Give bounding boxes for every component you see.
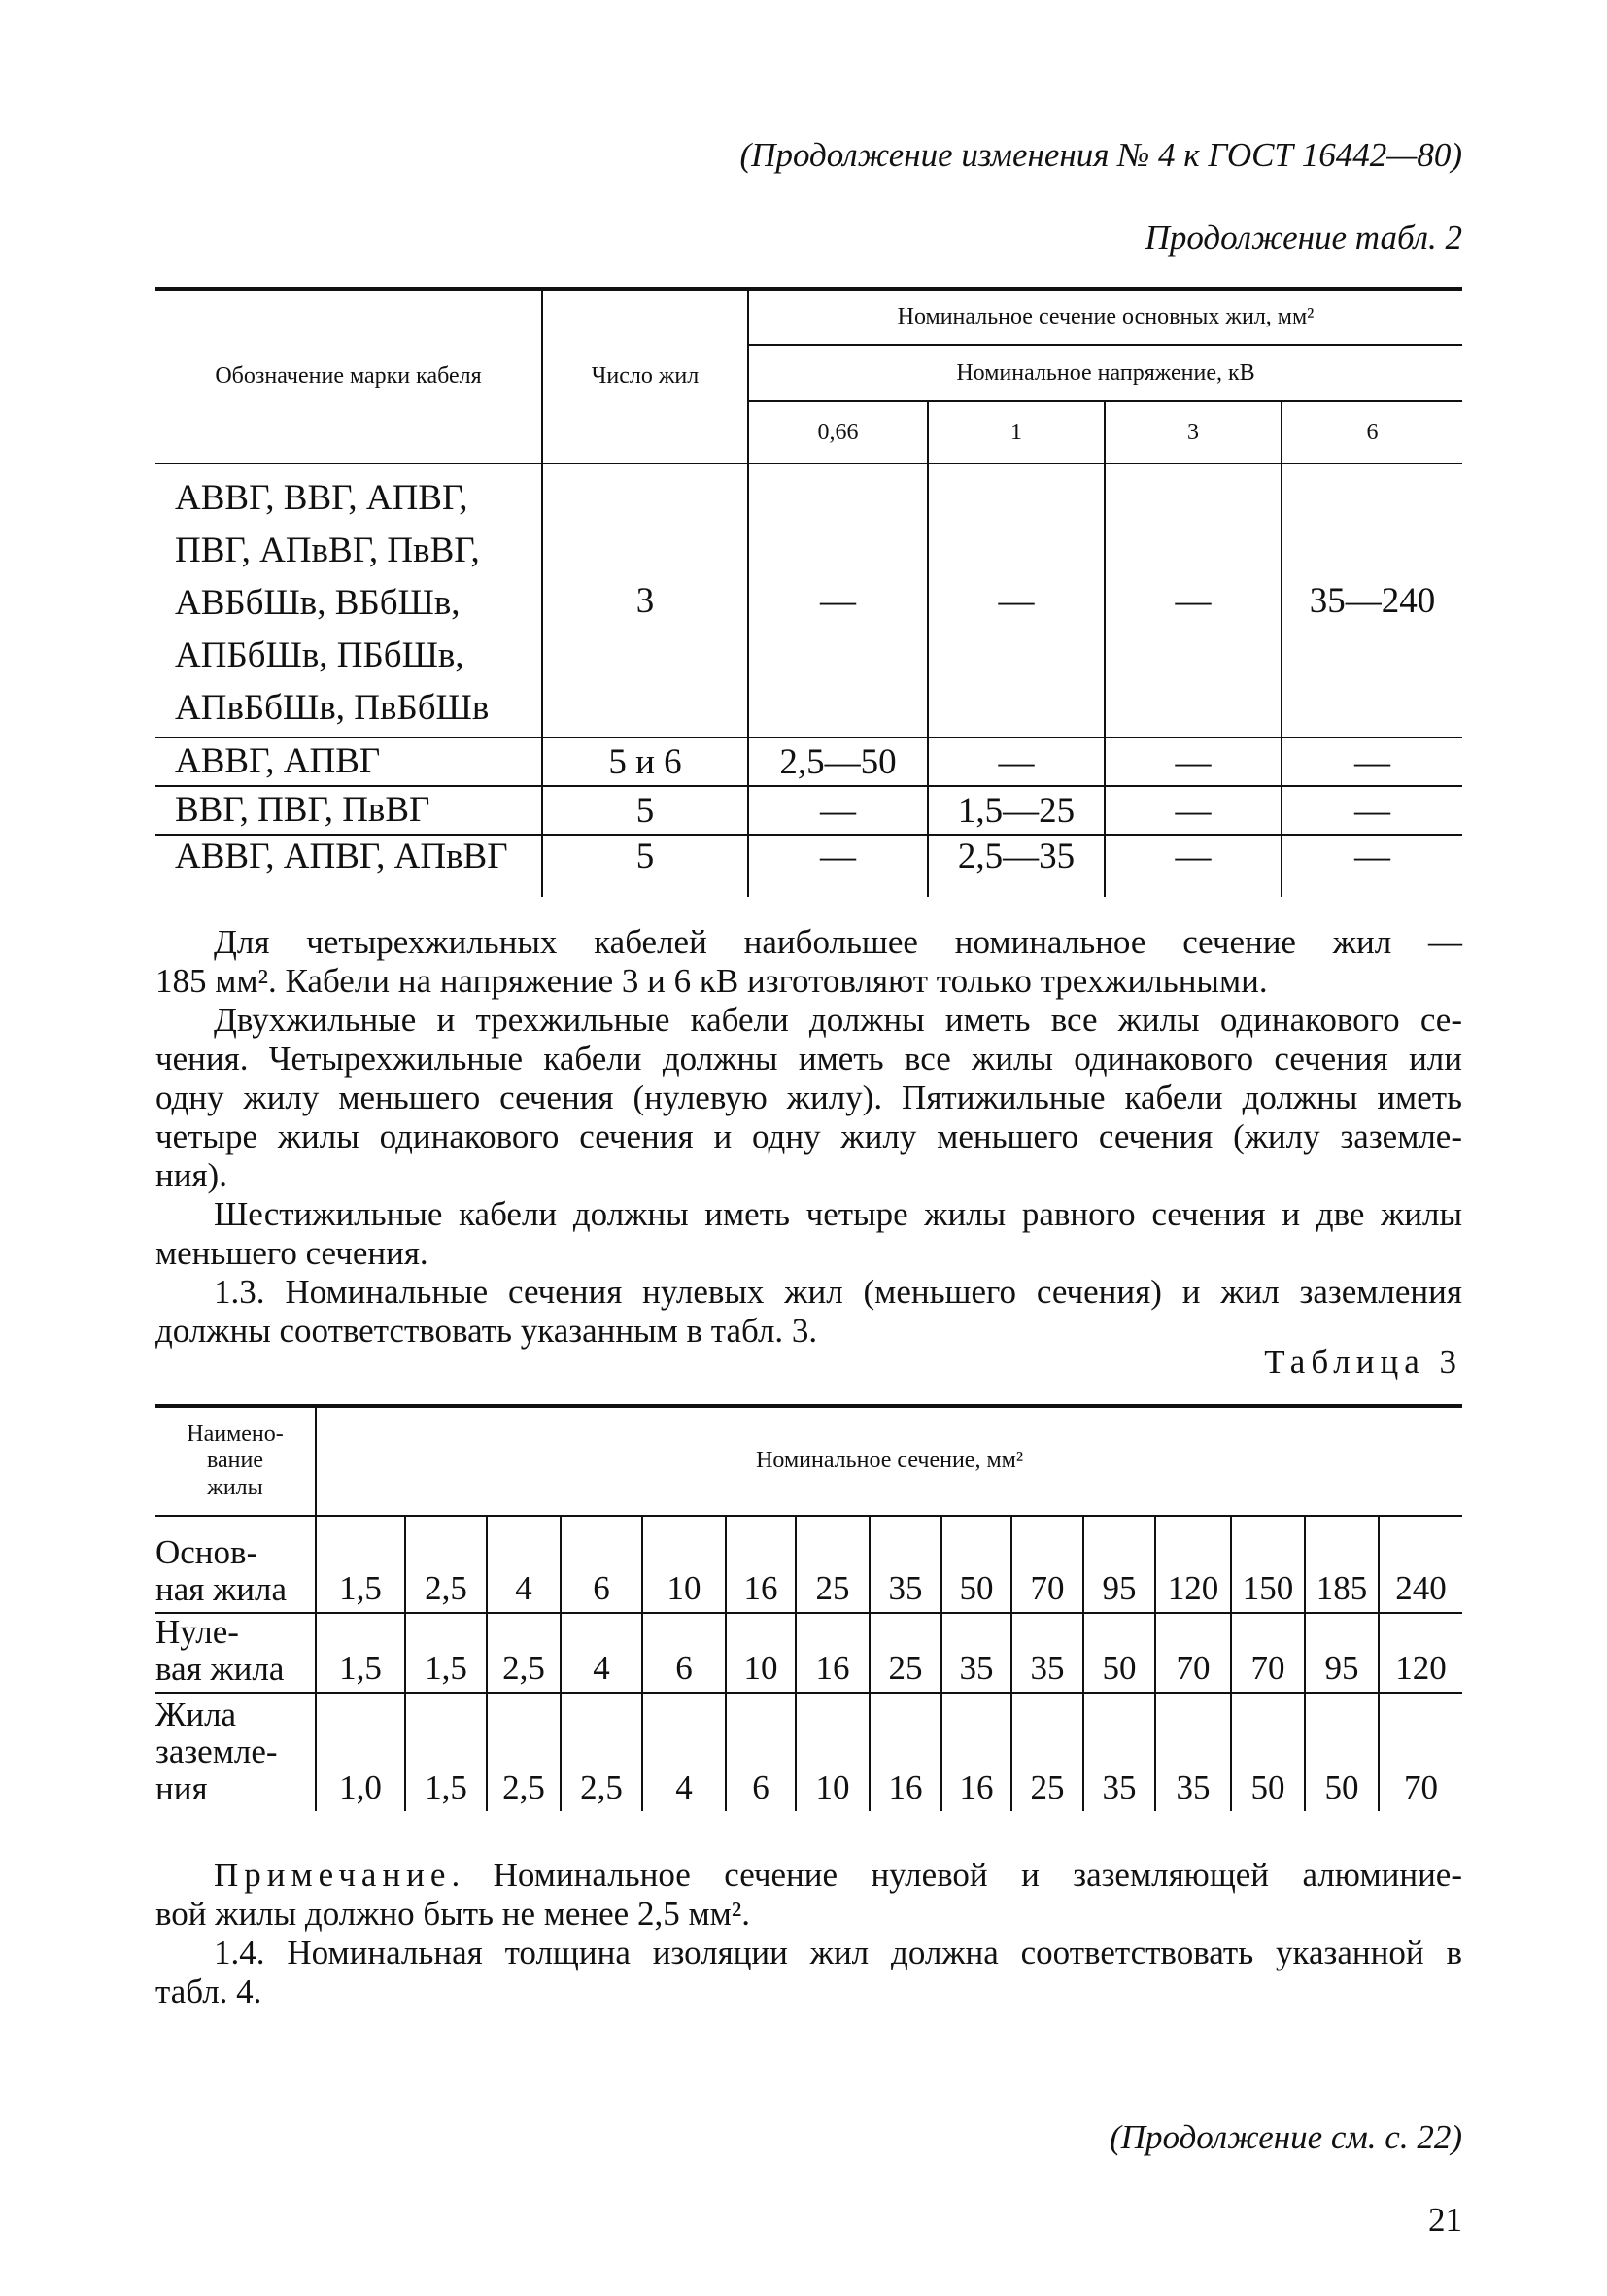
table-row [155, 463, 1462, 737]
value-cell: 35 [870, 1516, 941, 1613]
value-cell: 50 [1305, 1693, 1379, 1811]
value-cell: — [1105, 737, 1282, 786]
value-cell: 95 [1305, 1613, 1379, 1693]
cable-mark: ВВГ, ПВГ, ПвВГ [155, 786, 542, 835]
cable-mark: АВВГ, АПВГ, АПвВГ [175, 837, 508, 876]
col-header-cores: Число жил [542, 289, 748, 463]
table-row [155, 737, 1462, 786]
cores-cell: 5 [542, 786, 748, 835]
value-cell: 35 [1155, 1693, 1231, 1811]
value-cell: — [928, 463, 1105, 737]
value-cell: 1,5 [405, 1613, 487, 1693]
value-cell: 1,5—25 [928, 786, 1105, 835]
continuation-note: (Продолжение см. с. 22) [1110, 2118, 1462, 2156]
value-cell: 50 [1083, 1613, 1155, 1693]
value-cell: — [1282, 835, 1462, 897]
voltage-label: 0,66 [748, 401, 928, 463]
value-cell: 95 [1083, 1516, 1155, 1613]
value-cell: 1,0 [316, 1693, 405, 1811]
value-cell: 2,5—50 [748, 737, 928, 786]
value-cell: — [1105, 835, 1282, 897]
value-cell: 1,5 [405, 1693, 487, 1811]
value-cell: 1,5 [316, 1613, 405, 1693]
value-cell: 35 [1011, 1613, 1083, 1693]
value-cell: 70 [1231, 1613, 1305, 1693]
value-cell: 16 [870, 1693, 941, 1811]
table3-caption: Таблица 3 [1264, 1343, 1462, 1381]
value-cell: 150 [1231, 1516, 1305, 1613]
row-name: Жила заземле- ния [155, 1696, 278, 1807]
table-row [155, 786, 1462, 835]
value-cell: 50 [941, 1516, 1011, 1613]
value-cell: 1,5 [316, 1516, 405, 1613]
value-cell: — [748, 786, 928, 835]
value-cell: 4 [487, 1516, 561, 1613]
table-row [155, 1693, 1462, 1811]
page-header: (Продолжение изменения № 4 к ГОСТ 16442—80) [739, 136, 1462, 174]
cable-mark: АВВГ, ВВГ, АПВГ, ПВГ, АПвВГ, ПвВГ, АВБбШв, ВБбШв, АПБбШв, ПБбШв, АПвБбШв, ПвБбШв [155, 463, 542, 737]
paragraph: Двухжильные и трехжильные кабели должны иметь все жилы одинакового се- чения. Четырехжильные кабели должны иметь все жилы одинакового сечения или одну жилу меньшего сечения (нулевую жилу). Пятижильные кабели должны иметь четыре жилы одинакового сечения и одну жилу меньшего сечения (жилу заземле- ния). [155, 1001, 1462, 1194]
value-cell: 2,5 [487, 1613, 561, 1693]
value-cell: 10 [726, 1613, 796, 1693]
page-number: 21 [1428, 2201, 1462, 2239]
value-cell: 240 [1379, 1516, 1462, 1613]
value-cell: 6 [726, 1693, 796, 1811]
paragraph: Шестижильные кабели должны иметь четыре жилы равного сечения и две жилы меньшего сечения. [155, 1195, 1462, 1272]
voltage-label: 3 [1105, 401, 1282, 463]
cores-cell: 3 [542, 463, 748, 737]
value-cell: — [928, 737, 1105, 786]
paragraph: Для четырехжильных кабелей наибольшее номинальное сечение жил — 185 мм². Кабели на напряжение 3 и 6 кВ изготовляют только трехжильными. [155, 923, 1462, 1000]
row-name: Основ- ная жила [155, 1516, 316, 1613]
voltage-label: 6 [1282, 401, 1462, 463]
value-cell: 35—240 [1282, 463, 1462, 737]
value-cell: 6 [561, 1516, 642, 1613]
value-cell: 25 [796, 1516, 870, 1613]
value-cell: 70 [1011, 1516, 1083, 1613]
value-cell: 70 [1379, 1693, 1462, 1811]
value-cell: 2,5 [405, 1516, 487, 1613]
cores-cell: 5 [542, 835, 748, 897]
value-cell: — [748, 463, 928, 737]
col-header-name: Наимено- вание жилы [155, 1406, 316, 1516]
value-cell: — [1105, 463, 1282, 737]
note: Примечание. Номинальное сечение нулевой и заземляющей алюминие- вой жилы должно быть не менее 2,5 мм². [155, 1856, 1462, 1933]
value-cell: 120 [1155, 1516, 1231, 1613]
value-cell: 10 [796, 1693, 870, 1811]
table2-caption: Продолжение табл. 2 [1145, 219, 1462, 257]
col-header-voltage: Номинальное напряжение, кВ [748, 345, 1462, 401]
col-header-section: Номинальное сечение основных жил, мм² [748, 289, 1462, 345]
value-cell: 50 [1231, 1693, 1305, 1811]
value-cell: 25 [870, 1613, 941, 1693]
voltage-label: 1 [928, 401, 1105, 463]
value-cell: 70 [1155, 1613, 1231, 1693]
value-cell: 6 [642, 1613, 726, 1693]
value-cell: 35 [1083, 1693, 1155, 1811]
note-label: Примечание [214, 1856, 452, 1894]
row-name: Нуле- вая жила [155, 1613, 316, 1693]
paragraph: 1.4. Номинальная толщина изоляции жил должна соответствовать указанной в табл. 4. [155, 1934, 1462, 2010]
paragraph: 1.3. Номинальные сечения нулевых жил (меньшего сечения) и жил заземления должны соответствовать указанным в табл. 3. [155, 1273, 1462, 1350]
value-cell: 120 [1379, 1613, 1462, 1693]
value-cell: 2,5 [561, 1693, 642, 1811]
table-row [155, 835, 1462, 897]
value-cell: 10 [642, 1516, 726, 1613]
value-cell: 35 [941, 1613, 1011, 1693]
value-cell: 4 [561, 1613, 642, 1693]
value-cell: 2,5 [487, 1693, 561, 1811]
value-cell: — [1282, 737, 1462, 786]
table-row [155, 1516, 1462, 1613]
value-cell: 2,5—35 [928, 835, 1105, 897]
col-header-mark: Обозначение марки кабеля [155, 289, 542, 463]
col-header-section: Номинальное сечение, мм² [316, 1406, 1462, 1516]
value-cell: 16 [796, 1613, 870, 1693]
value-cell: 16 [941, 1693, 1011, 1811]
value-cell: — [1282, 786, 1462, 835]
value-cell: — [1105, 786, 1282, 835]
value-cell: 4 [642, 1693, 726, 1811]
table-2 [155, 287, 1462, 897]
value-cell: — [748, 835, 928, 897]
value-cell: 185 [1305, 1516, 1379, 1613]
table-row [155, 1613, 1462, 1693]
value-cell: 16 [726, 1516, 796, 1613]
cable-mark: АВВГ, АПВГ [155, 737, 542, 786]
value-cell: 25 [1011, 1693, 1083, 1811]
cores-cell: 5 и 6 [542, 737, 748, 786]
table-3 [155, 1404, 1462, 1811]
